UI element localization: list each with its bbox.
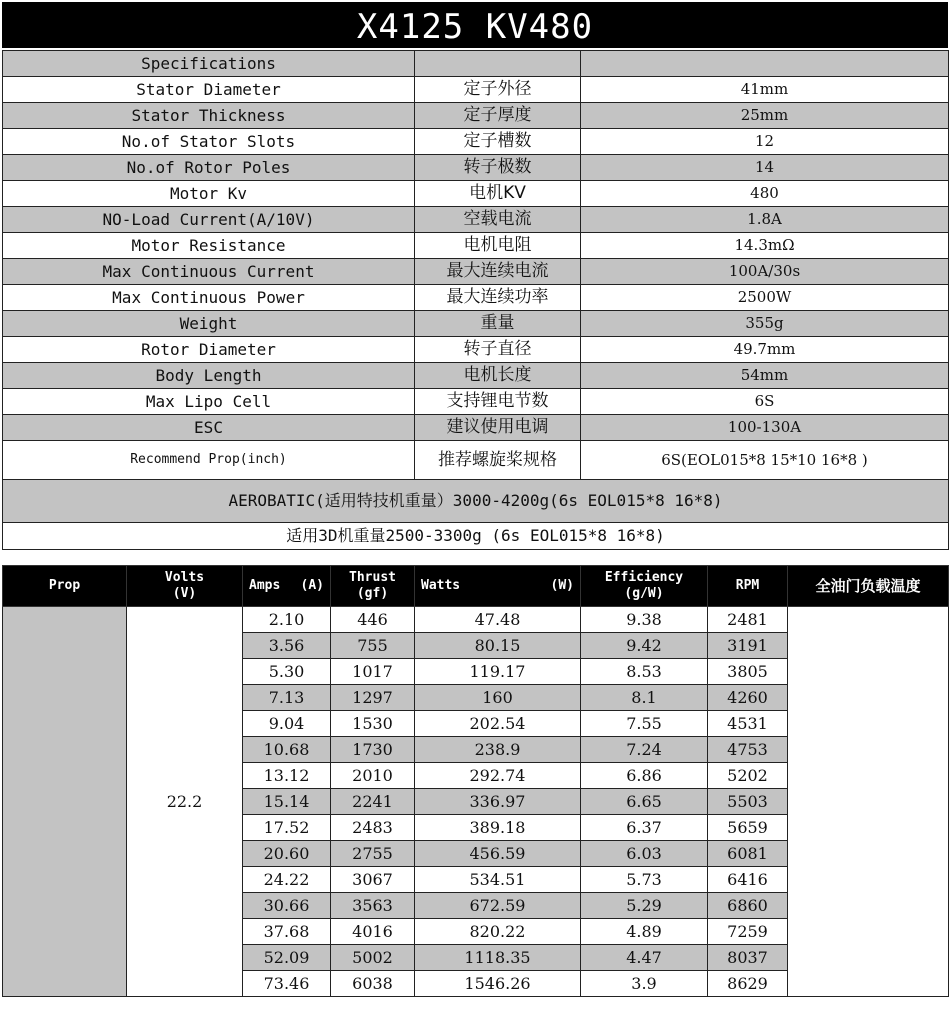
col-header-volts: [127, 566, 243, 607]
volts-cell: 22.2: [127, 607, 243, 997]
spec-row: [3, 311, 949, 337]
col-header-temp: 全油门负载温度: [788, 566, 949, 607]
watts-cell: 1546.26: [415, 971, 581, 997]
efficiency-cell: 6.37: [581, 815, 708, 841]
spec-header-cn: [415, 51, 581, 77]
efficiency-cell: 9.38: [581, 607, 708, 633]
watts-cell: 672.59: [415, 893, 581, 919]
col-header-rpm: RPM: [708, 566, 788, 607]
col-header-watts-unit: (W): [550, 578, 574, 593]
spec-value: 25mm: [581, 103, 949, 129]
col-header-watts: [415, 566, 581, 607]
spec-label: Recommend Prop(inch): [3, 441, 415, 480]
efficiency-cell: 9.42: [581, 633, 708, 659]
spec-value: 100A/30s: [581, 259, 949, 285]
col-header-efficiency-line2: (g/W): [624, 586, 664, 601]
thrust-cell: 446: [331, 607, 415, 633]
efficiency-cell: 6.03: [581, 841, 708, 867]
spec-label-cn: 最大连续电流: [415, 259, 581, 285]
spec-label-cn: 空载电流: [415, 207, 581, 233]
thrust-cell: 5002: [331, 945, 415, 971]
col-header-watts-label: Watts: [421, 578, 461, 593]
performance-table: [2, 565, 949, 997]
efficiency-cell: 3.9: [581, 971, 708, 997]
thrust-cell: 3563: [331, 893, 415, 919]
watts-cell: 119.17: [415, 659, 581, 685]
col-header-volts-line2: (V): [172, 586, 197, 601]
rpm-cell: 8037: [708, 945, 788, 971]
spec-label: Stator Thickness: [3, 103, 415, 129]
thrust-cell: 6038: [331, 971, 415, 997]
spec-row: [3, 415, 949, 441]
watts-cell: 202.54: [415, 711, 581, 737]
spec-row-recommend-prop: [3, 441, 949, 480]
spec-value: 100-130A: [581, 415, 949, 441]
rpm-cell: 4531: [708, 711, 788, 737]
rpm-cell: 7259: [708, 919, 788, 945]
spec-label: Motor Resistance: [3, 233, 415, 259]
rpm-cell: 6416: [708, 867, 788, 893]
amps-cell: 5.30: [243, 659, 331, 685]
spec-label-cn: 转子直径: [415, 337, 581, 363]
spec-label-cn: 最大连续功率: [415, 285, 581, 311]
spec-header-row: [3, 51, 949, 77]
spec-value: 480: [581, 181, 949, 207]
spec-row: [3, 155, 949, 181]
spec-label: Max Continuous Power: [3, 285, 415, 311]
spec-value: 1.8A: [581, 207, 949, 233]
amps-cell: 3.56: [243, 633, 331, 659]
performance-header-row: [3, 566, 949, 607]
watts-cell: 238.9: [415, 737, 581, 763]
rpm-cell: 8629: [708, 971, 788, 997]
thrust-cell: 1730: [331, 737, 415, 763]
watts-cell: 456.59: [415, 841, 581, 867]
col-header-thrust-line2: (gf): [356, 586, 389, 601]
watts-cell: 47.48: [415, 607, 581, 633]
rpm-cell: 6860: [708, 893, 788, 919]
watts-cell: 336.97: [415, 789, 581, 815]
amps-cell: 15.14: [243, 789, 331, 815]
efficiency-cell: 4.47: [581, 945, 708, 971]
thrust-cell: 2010: [331, 763, 415, 789]
spec-value: 54mm: [581, 363, 949, 389]
amps-cell: 20.60: [243, 841, 331, 867]
efficiency-cell: 6.65: [581, 789, 708, 815]
thrust-cell: 2483: [331, 815, 415, 841]
efficiency-cell: 7.55: [581, 711, 708, 737]
spec-label: Stator Diameter: [3, 77, 415, 103]
efficiency-cell: 8.53: [581, 659, 708, 685]
col-header-efficiency: [581, 566, 708, 607]
rpm-cell: 5202: [708, 763, 788, 789]
rpm-cell: 4260: [708, 685, 788, 711]
rpm-cell: 4753: [708, 737, 788, 763]
spec-value: 2500W: [581, 285, 949, 311]
watts-cell: 80.15: [415, 633, 581, 659]
col-header-amps-unit: (A): [300, 578, 324, 593]
spec-row: [3, 129, 949, 155]
efficiency-cell: 5.29: [581, 893, 708, 919]
watts-cell: 820.22: [415, 919, 581, 945]
watts-cell: 1118.35: [415, 945, 581, 971]
spec-row: [3, 389, 949, 415]
watts-cell: 534.51: [415, 867, 581, 893]
spec-row: [3, 103, 949, 129]
rpm-cell: 3191: [708, 633, 788, 659]
spec-label: Body Length: [3, 363, 415, 389]
spec-row: [3, 259, 949, 285]
spec-label-cn: 电机KV: [415, 181, 581, 207]
spec-value: 49.7mm: [581, 337, 949, 363]
spec-row: [3, 363, 949, 389]
spec-label-cn: 定子厚度: [415, 103, 581, 129]
spec-label: Max Continuous Current: [3, 259, 415, 285]
spec-value: 6S(EOL015*8 15*10 16*8 ): [581, 441, 949, 480]
thrust-cell: 4016: [331, 919, 415, 945]
spec-label-cn: 定子外径: [415, 77, 581, 103]
thrust-cell: 2755: [331, 841, 415, 867]
col-header-volts-line1: Volts: [164, 570, 205, 585]
spec-label: No.of Rotor Poles: [3, 155, 415, 181]
spec-label: Weight: [3, 311, 415, 337]
spec-header-label: Specifications: [3, 51, 415, 77]
spec-label-cn: 支持锂电节数: [415, 389, 581, 415]
three-d-banner-row: [3, 523, 949, 550]
spec-label-cn: 电机长度: [415, 363, 581, 389]
spec-row: [3, 337, 949, 363]
spec-value: 41mm: [581, 77, 949, 103]
efficiency-cell: 4.89: [581, 919, 708, 945]
amps-cell: 13.12: [243, 763, 331, 789]
amps-cell: 7.13: [243, 685, 331, 711]
col-header-efficiency-line1: Efficiency: [604, 570, 684, 585]
spec-label: Motor Kv: [3, 181, 415, 207]
spec-row: [3, 207, 949, 233]
rpm-cell: 3805: [708, 659, 788, 685]
spec-header-value: [581, 51, 949, 77]
aerobatic-banner-row: [3, 480, 949, 523]
col-header-amps-label: Amps: [249, 578, 281, 593]
spec-value: 14.3mΩ: [581, 233, 949, 259]
full-throttle-temp-cell: [788, 607, 949, 997]
spec-label-cn: 转子极数: [415, 155, 581, 181]
efficiency-cell: 8.1: [581, 685, 708, 711]
rpm-cell: 5659: [708, 815, 788, 841]
spec-row: [3, 77, 949, 103]
prop-cell: [3, 607, 127, 997]
spec-label: Rotor Diameter: [3, 337, 415, 363]
thrust-cell: 2241: [331, 789, 415, 815]
spec-value: 14: [581, 155, 949, 181]
spec-value: 12: [581, 129, 949, 155]
rpm-cell: 2481: [708, 607, 788, 633]
thrust-cell: 1297: [331, 685, 415, 711]
spec-label-cn: 建议使用电调: [415, 415, 581, 441]
thrust-cell: 1017: [331, 659, 415, 685]
amps-cell: 37.68: [243, 919, 331, 945]
amps-cell: 17.52: [243, 815, 331, 841]
aerobatic-banner: AEROBATIC(适用特技机重量）3000-4200g(6s EOL015*8 16*8): [3, 480, 949, 523]
watts-cell: 160: [415, 685, 581, 711]
thrust-cell: 1530: [331, 711, 415, 737]
three-d-banner: 适用3D机重量2500-3300g (6s EOL015*8 16*8): [3, 523, 949, 550]
rpm-cell: 5503: [708, 789, 788, 815]
spec-label: ESC: [3, 415, 415, 441]
spec-value: 6S: [581, 389, 949, 415]
watts-cell: 389.18: [415, 815, 581, 841]
amps-cell: 10.68: [243, 737, 331, 763]
amps-cell: 24.22: [243, 867, 331, 893]
spec-value: 355g: [581, 311, 949, 337]
spec-label: Max Lipo Cell: [3, 389, 415, 415]
rpm-cell: 6081: [708, 841, 788, 867]
specifications-table: [2, 50, 949, 550]
thrust-cell: 3067: [331, 867, 415, 893]
efficiency-cell: 6.86: [581, 763, 708, 789]
spec-label-cn: 定子槽数: [415, 129, 581, 155]
efficiency-cell: 5.73: [581, 867, 708, 893]
thrust-cell: 755: [331, 633, 415, 659]
col-header-amps: [243, 566, 331, 607]
efficiency-cell: 7.24: [581, 737, 708, 763]
col-header-thrust: [331, 566, 415, 607]
spec-label-cn: 电机电阻: [415, 233, 581, 259]
spec-row: [3, 285, 949, 311]
col-header-prop: Prop: [3, 566, 127, 607]
col-header-thrust-line1: Thrust: [349, 570, 396, 585]
amps-cell: 73.46: [243, 971, 331, 997]
amps-cell: 30.66: [243, 893, 331, 919]
page-title: X4125 KV480: [2, 2, 948, 48]
spec-label: No.of Stator Slots: [3, 129, 415, 155]
spec-label-cn: 重量: [415, 311, 581, 337]
watts-cell: 292.74: [415, 763, 581, 789]
spec-label-cn: 推荐螺旋桨规格: [415, 441, 581, 480]
amps-cell: 52.09: [243, 945, 331, 971]
amps-cell: 2.10: [243, 607, 331, 633]
spec-row: [3, 181, 949, 207]
table-row: [3, 607, 949, 633]
spec-row: [3, 233, 949, 259]
spec-label: NO-Load Current(A/10V): [3, 207, 415, 233]
amps-cell: 9.04: [243, 711, 331, 737]
